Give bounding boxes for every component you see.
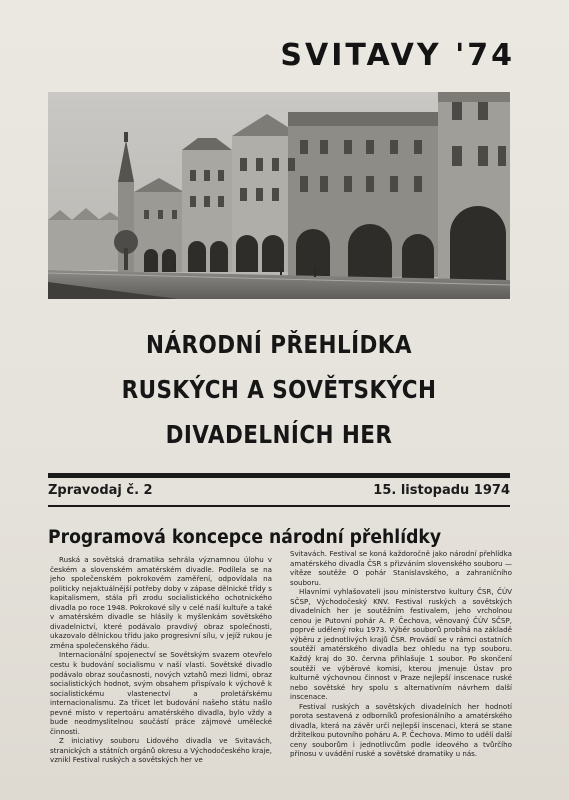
- article-column-left: [50, 555, 272, 765]
- headline-line-2: RUSKÝCH A SOVĚTSKÝCH: [121, 375, 437, 404]
- thin-divider: [48, 505, 510, 507]
- article-heading: Programová koncepce národní přehlídky: [48, 527, 442, 548]
- headline-line-1: NÁRODNÍ PŘEHLÍDKA: [146, 330, 412, 359]
- headline-line-3: DIVADELNÍCH HER: [165, 420, 393, 449]
- issue-date: 15. listopadu 1974: [373, 483, 510, 498]
- town-square-photo: [48, 92, 510, 299]
- town-square-arcade-photo-icon: [48, 92, 510, 299]
- paragraph: Ruská a sovětská dramatika sehrála významnou úlohu v českém a slovenském amatérském divadle. Podílela se na jeho společenském pokrokovém zaměření, odpovídala na politicky nejaktuálnější potřeby doby v zápase dělnické třídy s kapitalismem, stála při zrodu socialistického ochotnického divadla po roce 1948. Pokrokové síly v celé naší kultuře a také v amatérském divadle se hlásily k myšlenkám sovětského divadelnictví, které podávalo pravdivý obraz společnosti, ukazovalo dělnickou třídu jako progresivní sílu, v jejíž rukou je změna společenského řádu.: [50, 555, 272, 650]
- paragraph: Internacionální spojenectví se Sovětským svazem otevřelo cestu k budování socialismu v naší vlasti. Sovětské divadlo podávalo obraz současnosti, nových vztahů mezi lidmi, obraz socialistických hodnot, svým obsahem přispívalo k výchově k socialistickému vlastenectví a proletářskému internacionalismu. Za třicet let budování našeho státu našlo pevné místo v repertoáru amatérského divadla, bylo vždy a bude neodmyslitelnou součástí práce zájmové umělecké činnosti.: [50, 650, 272, 736]
- issue-label: Zpravodaj č. 2: [48, 483, 153, 498]
- headline: [48, 322, 510, 457]
- thick-divider: [48, 473, 510, 478]
- masthead-title: SVITAVY '74: [280, 38, 515, 73]
- issue-bar: [48, 483, 510, 503]
- paragraph: Svitavách. Festival se koná každoročně jako národní přehlídka amatérského divadla ČSR s přizváním slovenského souboru — vítěze soutěže O pohár Stanislavského, a zahraničního souboru.: [290, 549, 512, 587]
- paragraph: Z iniciativy souboru Lidového divadla ve Svitavách, stranických a státních orgánů okresu a Východočeského kraje, vznikl Festival ruských a sovětských her ve: [50, 736, 272, 765]
- paragraph: Hlavními vyhlašovateli jsou ministerstvo kultury ČSR, ČÚV SČSP, Východočeský KNV. Festival ruských a sovětských divadelních her je soutěžním festivalem, jeho vrcholnou cenou je Putovní pohár A. P. Čechova, věnovaný ČÚV SČSP, poprvé udělený roku 1973. Výběr souborů probíhá na základě výběru z jednotlivých krajů ČSR. Provádí se v rámci ostatních soutěží amatérského divadla bez ohledu na typ souboru. Každý kraj do 30. června přihlašuje 1 soubor. Po skončení soutěží ve výběrové komisi, kterou jmenuje Ústav pro kulturně výchovnou činnost v Praze nejlepší inscenace ruské nebo sovětské hry spolu s alternativním návrhem další inscenace.: [290, 587, 512, 702]
- article-column-right: [290, 549, 512, 759]
- article-body: [50, 549, 512, 765]
- paragraph: Festival ruských a sovětských divadelních her hodnotí porota sestavená z odborníků profesionálního a amatérského divadla, která na závěr určí nejlepší inscenaci, která se stane držitelkou putovního poháru A. P. Čechova. Mimo to udělí další ceny souborům i jednotlivcům podle ideového a tvůrčího přínosu v uvádění ruské a sovětské dramatiky u nás.: [290, 701, 512, 759]
